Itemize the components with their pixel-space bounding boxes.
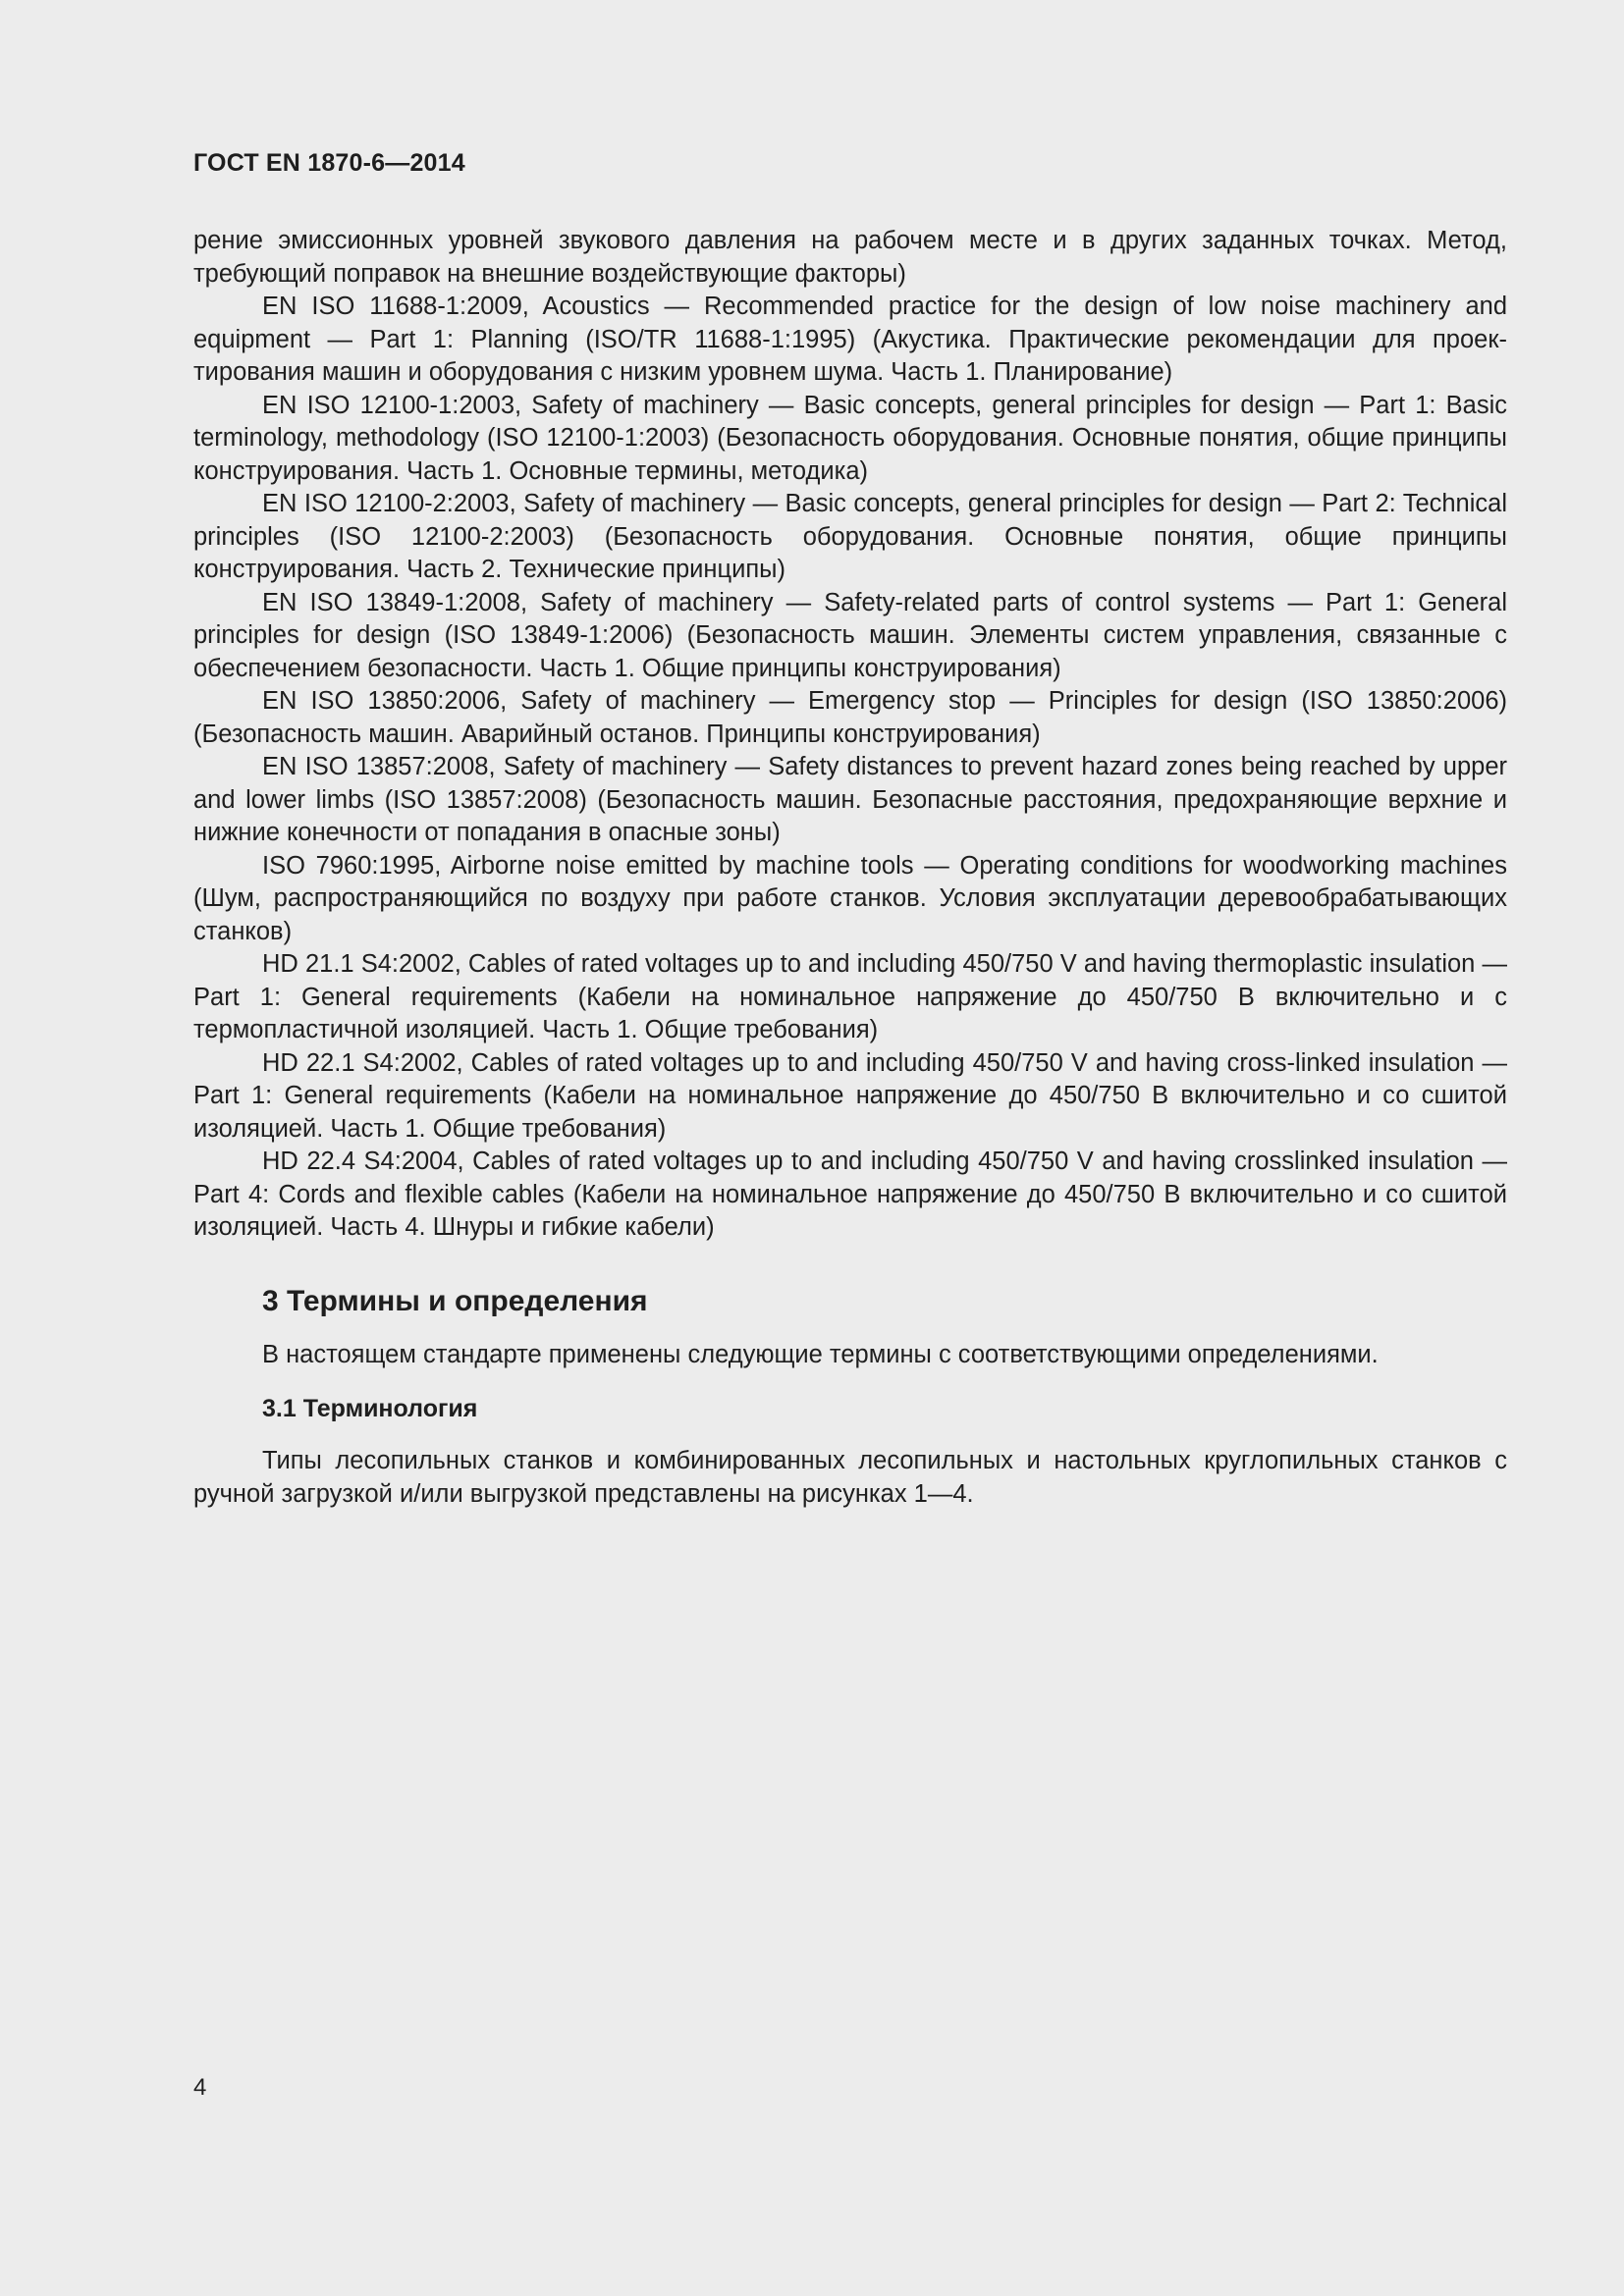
reference-item: HD 22.4 S4:2004, Cables of rated voltages up to and including 450/750 V and having crosslinked insulation — Part 4: Cords and flexible cables (Кабели на номинальное напряжение до 450/750 В включительно и со сшитой изоляцией. Часть 4. Шнуры и гибкие кабели): [193, 1148, 1507, 1241]
reference-item: EN ISO 11688-1:2009, Acoustics — Recommended practice for the design of low noise machinery and equipment — Part 1: Planning (ISO/TR 11688-1:1995) (Акустика. Практические рекомендации для проектирования машин и оборудования с низким уровнем шума. Часть 1. Планирование): [193, 293, 1507, 386]
reference-item: HD 21.1 S4:2002, Cables of rated voltages up to and including 450/750 V and having thermoplastic insulation — Part 1: General requirements (Кабели на номинальное напряжение до 450/750 В включительно и с термопластичной изоляцией. Часть 1. Общие требования): [193, 950, 1507, 1043]
reference-item: HD 22.1 S4:2002, Cables of rated voltages up to and including 450/750 V and having cross-linked insulation — Part 1: General requirements (Кабели на номинальное напряжение до 450/750 В включительно и со сшитой изоляцией. Часть 1. Общие требования): [193, 1048, 1507, 1143]
reference-item: EN ISO 13857:2008, Safety of machinery — Safety distances to prevent hazard zones being reached by upper and lower limbs (ISO 13857:2008) (Безопасность машин. Безопасные расстояния, предохраняющие верхние и нижние конечности от попадания в опасные зоны): [193, 753, 1507, 846]
reference-item: EN ISO 13850:2006, Safety of machinery — Emergency stop — Principles for design (ISO 13850:2006) (Безопасность машин. Аварийный останов. Принципы конструирования): [193, 687, 1507, 748]
section-heading: 3 Термины и определения: [262, 1284, 648, 1317]
subsection-heading: 3.1 Терминология: [262, 1395, 478, 1422]
reference-item: EN ISO 12100-2:2003, Safety of machinery — Basic concepts, general principles for design — Part 2: Technical principles (ISO 12100-2:2003) (Безопасность оборудования. Основные понятия, общие принципы конструирования. Часть 2. Технические принципы): [193, 490, 1507, 583]
reference-item: EN ISO 13849-1:2008, Safety of machinery — Safety-related parts of control systems — Part 1: General principles for design (ISO 13849-1:2006) (Безопасность машин. Элементы систем управления, связанные с обеспечением безопасности. Часть 1. Общие принципы конструирования): [193, 588, 1507, 682]
continuation-paragraph: рение эмиссионных уровней звукового давления на рабочем месте и в других заданных точках. Метод, требующий поправок на внешние воздействующие факторы): [193, 227, 1507, 288]
reference-item: ISO 7960:1995, Airborne noise emitted by machine tools — Operating conditions for woodworking machines (Шум, распространяющийся по воздуху при работе станков. Условия эксплуатации деревообрабатывающих станков): [193, 851, 1507, 945]
page-content: [193, 225, 1507, 1511]
reference-item: EN ISO 12100-1:2003, Safety of machinery — Basic concepts, general principles for design — Part 1: Basic terminology, methodology (ISO 12100-1:2003) (Безопасность оборудования. Основные понятия, общие принципы конструирования. Часть 1. Основные термины, методика): [193, 391, 1507, 485]
page-number: 4: [193, 2074, 207, 2101]
subsection-paragraph: Типы лесопильных станков и комбинированных лесопильных и настольных круглопильных станков с ручной загрузкой и/или выгрузкой представлены на рисунках 1—4.: [193, 1447, 1507, 1508]
section-intro-paragraph: В настоящем стандарте применены следующие термины с соответствующими определениями.: [262, 1340, 1379, 1368]
document-header: ГОСТ EN 1870-6—2014: [193, 149, 465, 177]
